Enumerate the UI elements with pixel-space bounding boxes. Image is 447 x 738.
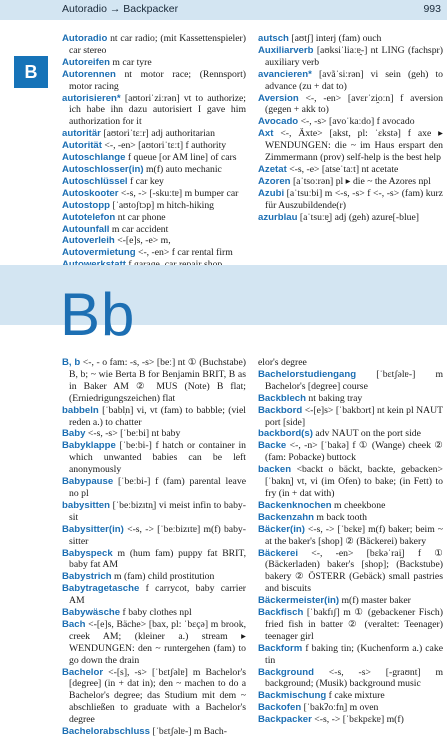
entry-definition: m(f) auto mechanic xyxy=(143,163,222,175)
entry-definition: <-[e]s, Bäche> [bax, pl: ˈbɛçə] m brook, creek AM; (kleiner a.) stream ▸ WENDUNGEN: den ~ runtergehen (fam) to go down the drain xyxy=(69,618,246,666)
dictionary-entry xyxy=(62,428,246,440)
headword: Autostopp xyxy=(62,199,110,211)
dictionary-entry xyxy=(258,128,443,164)
entry-definition: m(f) master baker xyxy=(339,595,411,607)
headword: Autoradio xyxy=(62,33,108,44)
entry-definition: f car key xyxy=(127,175,164,187)
entry-definition: m car tyre xyxy=(109,56,152,68)
entry-definition: <-s, -> [ˈbeːbizɪtɐ] m(f) baby-sitter xyxy=(69,523,246,547)
entry-definition: [ˈbakʔoːfn̩] m oven xyxy=(301,702,379,714)
column-bottom-left xyxy=(62,357,246,738)
entry-definition: f carrycot, baby carrier AM xyxy=(69,583,246,607)
entry-definition: m back tooth xyxy=(313,511,367,523)
dictionary-entry xyxy=(258,643,443,667)
dictionary-entry xyxy=(62,200,246,212)
dictionary-entry xyxy=(258,512,443,524)
headword: Backe xyxy=(258,440,287,452)
headword: autorisieren* xyxy=(62,92,121,104)
headword: Backofen xyxy=(258,702,302,714)
entry-definition: <-, -n> [ˈbakə] f ① (Wange) cheek ② (fam: Pobacke) buttock xyxy=(265,440,443,464)
entry-definition: <-, - o fam: -s, -s> [beː] nt ① (Buchstabe) B, b; ~ wie Berta B for Benjamin BRIT, B as in Baker AM ② MUS (Note) B flat; (Erniedrigungszeichen) flat xyxy=(69,357,246,404)
headword: Autorität xyxy=(62,140,102,152)
headword: babbeln xyxy=(62,404,99,416)
headword: Azetat xyxy=(258,163,287,175)
dictionary-entry xyxy=(62,607,246,619)
entry-definition: <-[s], -s> [ˈbɛtʃəlɐ] m Bachelor's [degree] (in + dat in); den ~ machen to do a Bachelor's degree; das Studium mit dem ~ abschließen to graduate with a Bachelor's degree xyxy=(69,666,246,726)
entry-definition: nt car radio; (mit Kassettenspieler) car stereo xyxy=(69,33,246,56)
entry-definition: nt car phone xyxy=(115,211,166,223)
dictionary-entry xyxy=(258,702,443,714)
dictionary-entry xyxy=(62,140,246,152)
entry-definition: m (hum fam) puppy fat BRIT, baby fat AM xyxy=(69,547,246,571)
entry-definition: [aʊtoriˈziːrən] vt to authorize; ich habe ihn dazu autorisiert I gave him authorization for it xyxy=(69,92,246,128)
entry-definition: [aʊtʃ] interj (fam) ouch xyxy=(288,33,382,44)
entry-definition: <-s, -> [-skuːtɐ] m bumper car xyxy=(118,187,239,199)
dictionary-entry xyxy=(62,548,246,572)
dictionary-entry xyxy=(62,93,246,129)
entry-definition: <-s, -> [ˈbɛkɐ] m(f) baker; beim ~ at the baker's [shop] ② (Bäckerei) bakery xyxy=(265,523,443,547)
dictionary-entry xyxy=(62,476,246,500)
column-top-right xyxy=(258,33,443,224)
headword: Babytragetasche xyxy=(62,583,140,595)
headword: Autoskooter xyxy=(62,187,119,199)
dictionary-entry xyxy=(258,33,443,45)
letter-thumb-tab: B xyxy=(14,56,48,88)
running-header: Autoradio → Backpacker xyxy=(62,3,179,15)
dictionary-entry xyxy=(62,583,246,607)
entry-definition: f baking tin; (Kuchenform a.) cake tin xyxy=(265,642,443,666)
entry-definition: <-s, -s> [-graʊnt] m background; (Musik) background music xyxy=(265,666,443,690)
headword: Autoschlüssel xyxy=(62,175,128,187)
entry-definition: [ˈbɛtʃəlɐ-] m Bach- xyxy=(149,726,227,738)
dictionary-entry xyxy=(62,440,246,476)
headword: azurblau xyxy=(258,211,298,223)
entry-definition: [ˈaʊtoʃtɔp] m hitch-hiking xyxy=(109,199,215,211)
headword: Backform xyxy=(258,642,303,654)
headword: Bäckermeister(in) xyxy=(258,595,340,607)
entry-definition: [aʊksiˈliaːɐ̯-] nt LING (fachspr) auxiliary verb xyxy=(265,44,443,68)
entry-definition: f cake mixture xyxy=(326,690,385,702)
entry-definition: <-, -en> [avɛrˈzi̯oːn] f aversion (gegen + akk to) xyxy=(265,92,443,116)
dictionary-entry xyxy=(258,690,443,702)
entry-definition: <-[e]s> [ˈbakbɔrt] nt kein pl NAUT port [side] xyxy=(265,404,443,428)
dictionary-entry xyxy=(258,357,443,369)
headword: Autoschlosser(in) xyxy=(62,163,144,175)
headword: Bäcker(in) xyxy=(258,523,305,535)
entry-definition: [ˈbakfɪʃ] m ① (gebackener Fisch) fried fish in batter ② (veraltet: Teenager) teenager girl xyxy=(265,607,443,642)
entry-definition: <-s, -> [ˈbɛkpɛkɐ] m(f) xyxy=(311,714,404,726)
dictionary-entry xyxy=(258,393,443,405)
headword: babysitten xyxy=(62,499,110,511)
entry-definition: nt motor race; (Rennsport) motor racing xyxy=(69,68,246,92)
headword: Babystrich xyxy=(62,571,112,583)
headword: Backmischung xyxy=(258,690,327,702)
headword: Azoren xyxy=(258,175,291,187)
entry-definition: [ˈbɛtʃəlɐ-] m Bachelor's [degree] course xyxy=(265,368,443,392)
dictionary-entry xyxy=(62,500,246,524)
headword: Auxiliarverb xyxy=(258,44,314,56)
dictionary-entry xyxy=(258,607,443,643)
headword: Axt xyxy=(258,128,274,140)
dictionary-entry xyxy=(62,128,246,140)
dictionary-entry xyxy=(62,235,246,247)
entry-definition: <-[e]s, -e> m, xyxy=(114,235,171,247)
dictionary-entry xyxy=(258,188,443,212)
dictionary-entry xyxy=(258,500,443,512)
headword: Babyspeck xyxy=(62,547,113,559)
dictionary-entry xyxy=(62,33,246,57)
dictionary-entry xyxy=(258,116,443,128)
entry-definition: adv NAUT on the port side xyxy=(312,428,421,440)
headword: Babyklappe xyxy=(62,440,116,452)
headword: Azubi xyxy=(258,187,285,199)
headword: Autoschlange xyxy=(62,152,126,164)
column-top-left xyxy=(62,33,246,283)
dictionary-entry xyxy=(258,93,443,117)
dictionary-entry xyxy=(62,212,246,224)
headword: Bach xyxy=(62,618,86,630)
dictionary-entry xyxy=(258,524,443,548)
dictionary-entry xyxy=(62,726,246,738)
headword: Babypause xyxy=(62,476,114,488)
dictionary-entry xyxy=(258,69,443,93)
dictionary-entry xyxy=(258,714,443,726)
dictionary-entry xyxy=(258,164,443,176)
dictionary-entry xyxy=(258,595,443,607)
headword: Autotelefon xyxy=(62,211,116,223)
page-number: 993 xyxy=(423,3,441,15)
entry-definition: <backt o bäckt, backte, gebacken> [ˈbakn̩] vt, vi (im Ofen) to bake; (in Fett) to fry (in + dat with) xyxy=(265,464,443,499)
entry-definition: m car accident xyxy=(109,223,169,235)
dictionary-entry xyxy=(62,247,246,259)
entry-definition: <-, Äxte> [akst, pl: ˈɛkstə] f axe ▸ WENDUNGEN: die ~ im Haus erspart den Zimmermann (prov) self-help is the best help xyxy=(265,128,443,164)
headword: Backblech xyxy=(258,392,306,404)
headword: avancieren* xyxy=(258,68,312,80)
dictionary-entry xyxy=(258,667,443,691)
entry-definition: <-, -s> [avoˈkaːdo] f avocado xyxy=(298,116,415,128)
entry-definition: nt baking tray xyxy=(306,392,363,404)
entry-definition: <-s, -e> [atseˈtaːt] nt acetate xyxy=(286,163,399,175)
headword: Avocado xyxy=(258,116,299,128)
entry-definition: [aˈtsoːrən] pl ▸ die ~ the Azores npl xyxy=(290,175,431,187)
entry-definition: [ˈbeːbizɪtn̩] vi meist infin to baby-sit xyxy=(69,499,246,523)
entry-definition: <-, -en> [aʊtoriˈtɛːt] f authority xyxy=(101,140,227,152)
entry-definition: [aˈtsuːɐ̯] adj (geh) azure[-blue] xyxy=(297,211,420,223)
headword: autoritär xyxy=(62,128,101,140)
headword: backen xyxy=(258,464,292,476)
entry-definition: <-, -en> [bɛkəˈrai̯] f ① (Bäckerladen) baker's [shop]; (Backstube) bakery ② ÖSTERR (Gebäck) small pastries and biscuits xyxy=(265,547,443,595)
headword: Autoreifen xyxy=(62,56,110,68)
dictionary-entry xyxy=(62,357,246,405)
headword: Autorennen xyxy=(62,68,116,80)
headword: Backfisch xyxy=(258,607,304,619)
headword: Autounfall xyxy=(62,223,110,235)
headword: Baby xyxy=(62,428,86,440)
headword: Autoverleih xyxy=(62,235,115,247)
headword: autsch xyxy=(258,33,289,44)
entry-definition: [aʊtoriˈtɛːr] adj authoritarian xyxy=(100,128,215,140)
headword: Babysitter(in) xyxy=(62,523,124,535)
headword: Backenzahn xyxy=(258,511,314,523)
dictionary-entry xyxy=(258,548,443,596)
column-bottom-right xyxy=(258,357,443,726)
entry-definition: <-s, -s> [ˈbeːbi] nt baby xyxy=(85,428,181,440)
entry-definition: f baby clothes npl xyxy=(120,607,192,619)
dictionary-entry xyxy=(258,405,443,429)
dictionary-entry xyxy=(62,667,246,727)
headword: Bäckerei xyxy=(258,547,299,559)
entry-definition: m cheekbone xyxy=(331,499,386,511)
dictionary-entry xyxy=(62,524,246,548)
dictionary-entry xyxy=(62,405,246,429)
dictionary-entry xyxy=(62,224,246,236)
dictionary-entry xyxy=(62,57,246,69)
headword: Bachelor xyxy=(62,666,104,678)
headword: Bachelorabschluss xyxy=(62,726,150,738)
entry-definition: elor's degree xyxy=(258,357,307,368)
section-letter-heading: Bb xyxy=(60,281,136,348)
dictionary-entry xyxy=(62,619,246,667)
dictionary-entry xyxy=(258,176,443,188)
headword: Backpacker xyxy=(258,714,312,726)
dictionary-entry xyxy=(62,69,246,93)
entry-definition: [aˈtsuːbi] m <-s, -s> f <-, -s> (fam) kurz für Auszubildende(r) xyxy=(265,187,443,211)
headword: Autovermietung xyxy=(62,247,136,259)
page-header xyxy=(0,0,447,20)
entry-definition: <-, -en> f car rental firm xyxy=(135,247,233,259)
headword: Babywäsche xyxy=(62,607,121,619)
entry-definition: [ˈbeːbi-] f hatch or container in which unwanted babies can be left anonymously xyxy=(69,440,246,476)
entry-definition: [ˈbabl̩n] vi, vt (fam) to babble; (viel reden a.) to chatter xyxy=(69,404,246,428)
headword: Backbord xyxy=(258,404,303,416)
headword: backbord(s) xyxy=(258,428,313,440)
dictionary-entry xyxy=(258,212,443,224)
dictionary-entry xyxy=(258,464,443,500)
dictionary-entry xyxy=(258,440,443,464)
dictionary-entry xyxy=(62,176,246,188)
entry-definition: [avãˈsiːrən] vi sein (geh) to advance (zu + dat to) xyxy=(265,68,443,92)
dictionary-entry xyxy=(62,188,246,200)
dictionary-entry xyxy=(62,164,246,176)
dictionary-entry xyxy=(62,571,246,583)
headword: B, b xyxy=(62,357,81,368)
dictionary-entry xyxy=(258,45,443,69)
headword: Background xyxy=(258,666,314,678)
entry-definition: m (fam) child prostitution xyxy=(111,571,215,583)
entry-definition: [ˈbeːbi-] f (fam) parental leave no pl xyxy=(69,476,246,499)
headword: Aversion xyxy=(258,92,299,104)
entry-definition: f queue [or AM line] of cars xyxy=(125,152,237,164)
headword: Bachelorstudiengang xyxy=(258,368,357,380)
dictionary-entry xyxy=(258,369,443,393)
dictionary-entry xyxy=(258,428,443,440)
headword: Backenknochen xyxy=(258,499,332,511)
dictionary-entry xyxy=(62,152,246,164)
